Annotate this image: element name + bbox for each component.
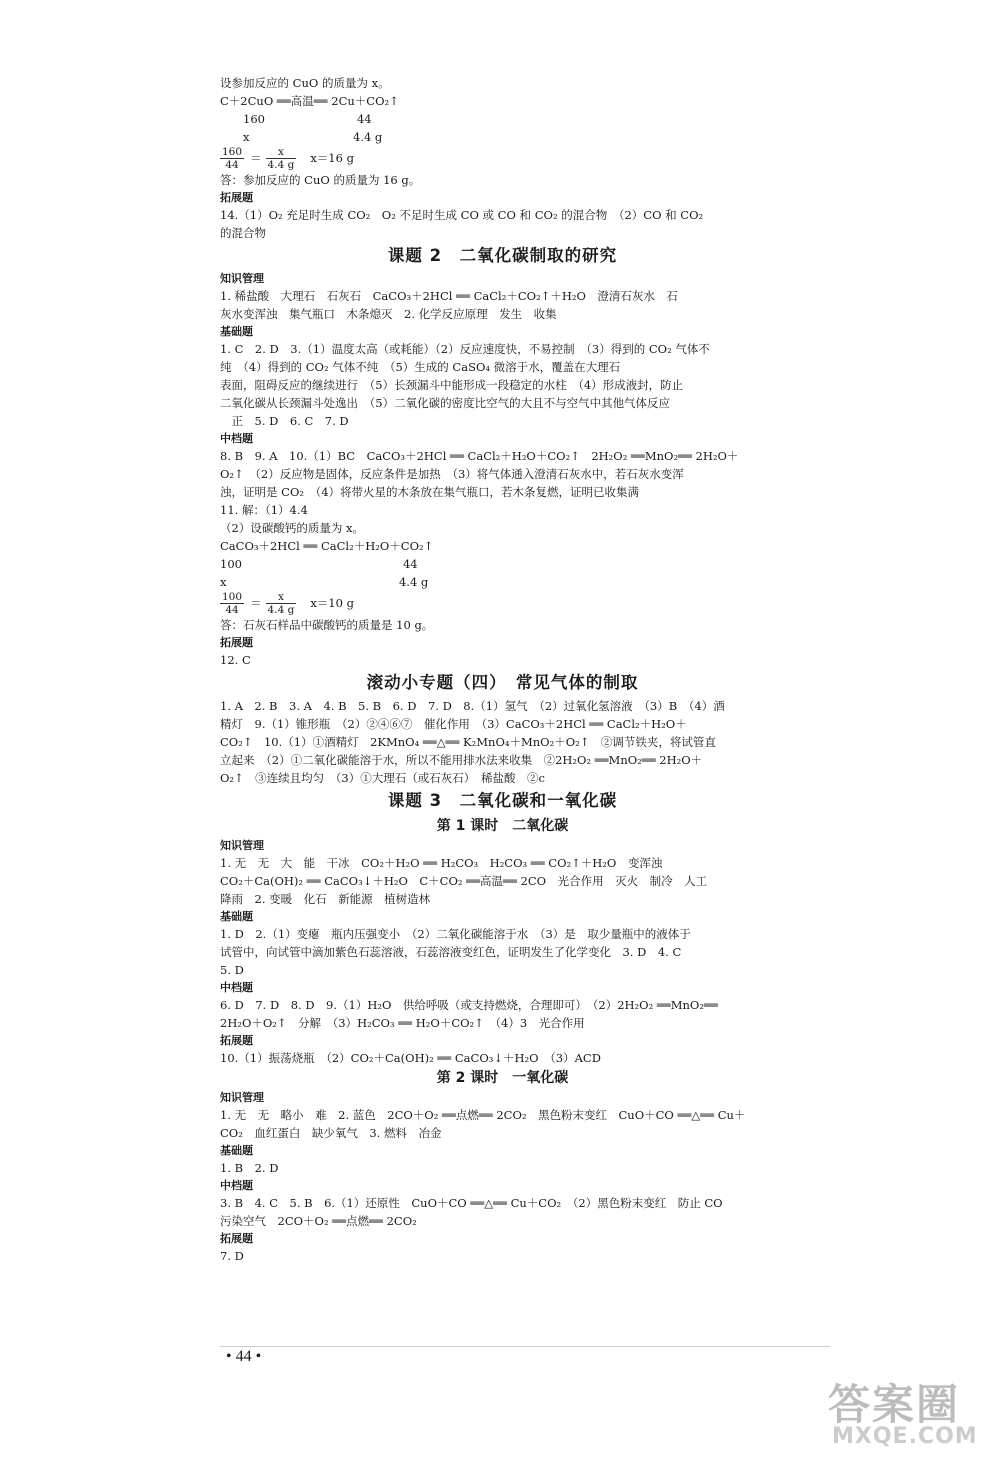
answer-line: O₂↑ （2）反应物是固体，反应条件是加热 （3）将气体通入澄清石灰水中，若石灰水变浑 bbox=[220, 467, 684, 481]
answer-line: 1. C 2. D 3.（1）温度太高（或耗能）（2）反应速度快，不易控制 （3）得到的 CO₂ 气体不 bbox=[220, 342, 710, 356]
logo-url: MXQE.COM bbox=[832, 1424, 978, 1449]
section-label: 基础题 bbox=[220, 910, 253, 923]
answer-line: CO₂ 血红蛋白 缺少氧气 3. 燃料 冶金 bbox=[220, 1126, 442, 1140]
fraction bbox=[266, 146, 297, 171]
answer-line: 二氧化碳从长颈漏斗处逸出 （5）二氧化碳的密度比空气的大且不与空气中其他气体反应 bbox=[220, 396, 671, 410]
fraction-equation: $\frac{100}{44}$ ＝ $\frac{x}{4.4 g}$ x＝10 g bbox=[222, 591, 354, 616]
answer-line: 的混合物 bbox=[220, 226, 266, 240]
section-label: 拓展题 bbox=[220, 191, 253, 204]
equation-result: x＝16 g bbox=[310, 150, 354, 165]
numerator: x bbox=[266, 146, 297, 159]
answer-line: 6. D 7. D 8. D 9.（1）H₂O 供给呼吸（或支持燃烧，合理即可） （2）2H₂O₂ ══MnO₂══ bbox=[220, 998, 718, 1012]
answer-line: CO₂↑ 10.（1）①酒精灯 2KMnO₄ ══△══ K₂MnO₄＋MnO₂＋O₂↑ ②调节铁夹，将试管直 bbox=[220, 735, 716, 749]
answer-line: 纯 （4）得到的 CO₂ 气体不纯 （5）生成的 CaSO₄ 微溶于水，覆盖在大理石 bbox=[220, 360, 621, 374]
subsection-heading: 第 1 课时 二氧化碳 bbox=[436, 818, 569, 834]
answer-line: 1. A 2. B 3. A 4. B 5. B 6. D 7. D 8.（1）氢气 （2）过氧化氢溶液 （3）B （4）酒 bbox=[220, 699, 725, 713]
answer-content bbox=[220, 74, 785, 1265]
answer-line: x 4.4 g bbox=[220, 130, 383, 144]
section-label: 知识管理 bbox=[220, 1091, 264, 1104]
numerator: 160 bbox=[222, 146, 243, 158]
denominator: 44 bbox=[225, 159, 239, 171]
fraction bbox=[266, 591, 297, 616]
denominator: 44 bbox=[225, 604, 239, 616]
section-label: 中档题 bbox=[220, 981, 253, 994]
answer-line: 10.（1）振荡烧瓶 （2）CO₂＋Ca(OH)₂ ══ CaCO₃↓＋H₂O （3）ACD bbox=[220, 1051, 601, 1065]
answer-line: 160 44 bbox=[220, 112, 372, 126]
answer-line: 表面，阻碍反应的继续进行 （5）长颈漏斗中能形成一段稳定的水柱 （4）形成液封，防止 bbox=[220, 378, 684, 392]
answer-line: 14.（1）O₂ 充足时生成 CO₂ O₂ 不足时生成 CO 或 CO 和 CO₂ 的混合物 （2）CO 和 CO₂ bbox=[220, 208, 704, 222]
section-label: 中档题 bbox=[220, 432, 253, 445]
denominator: 4.4 g bbox=[267, 159, 295, 171]
answer-line: 1. 无 无 大 能 干冰 CO₂＋H₂O ══ H₂CO₃ H₂CO₃ ══ CO₂↑＋H₂O 变浑浊 bbox=[220, 856, 663, 870]
subsection-heading: 第 2 课时 一氧化碳 bbox=[436, 1070, 569, 1086]
fraction bbox=[220, 591, 244, 616]
answer-line: CO₂＋Ca(OH)₂ ══ CaCO₃↓＋H₂O C＋CO₂ ══高温══ 2CO 光合作用 灭火 制冷 人工 bbox=[220, 874, 708, 888]
answer-line: 灰水变浑浊 集气瓶口 木条熄灭 2. 化学反应原理 发生 收集 bbox=[220, 307, 557, 321]
answer-line: 100 44 bbox=[220, 557, 418, 571]
watermark-logo bbox=[820, 1372, 990, 1452]
answer-line: 污染空气 2CO＋O₂ ══点燃══ 2CO₂ bbox=[220, 1214, 417, 1228]
fraction bbox=[220, 146, 244, 171]
numerator: 100 bbox=[222, 591, 243, 603]
answer-line: 11. 解：（1）4.4 bbox=[220, 503, 308, 517]
answer-line: 1. D 2.（1）变瘪 瓶内压强变小 （2）二氧化碳能溶于水 （3）是 取少量瓶中的液体于 bbox=[220, 927, 691, 941]
answer-line: 答：石灰石样品中碳酸钙的质量是 10 g。 bbox=[220, 618, 434, 632]
section-label: 拓展题 bbox=[220, 1232, 253, 1245]
section-label: 基础题 bbox=[220, 1144, 253, 1157]
answer-line: 12. C bbox=[220, 653, 251, 667]
equation-result: x＝10 g bbox=[310, 595, 354, 610]
section-heading: 滚动小专题（四） 常见气体的制取 bbox=[366, 673, 639, 692]
fraction-equation: $\frac{160}{44}$ ＝ $\frac{x}{4.4 g}$ x＝16 g bbox=[222, 146, 354, 171]
section-heading: 课题 3 二氧化碳和一氧化碳 bbox=[387, 791, 618, 810]
answer-line: 1. 无 无 略小 难 2. 蓝色 2CO＋O₂ ══点燃══ 2CO₂ 黑色粉末变红 CuO＋CO ══△══ Cu＋ bbox=[220, 1108, 746, 1122]
answer-line: 降雨 2. 变暖 化石 新能源 植树造林 bbox=[220, 892, 431, 906]
section-label: 拓展题 bbox=[220, 1034, 253, 1047]
numerator: x bbox=[266, 591, 297, 604]
answer-line: 7. D bbox=[220, 1249, 244, 1263]
section-label: 知识管理 bbox=[220, 272, 264, 285]
answer-line: 试管中，向试管中滴加紫色石蕊溶液，石蕊溶液变红色，证明发生了化学变化 3. D 4. C bbox=[220, 945, 682, 959]
answer-line: 浊，证明是 CO₂ （4）将带火星的木条放在集气瓶口，若木条复燃，证明已收集满 bbox=[220, 485, 640, 499]
answer-line: 精灯 9.（1）锥形瓶 （2）②④⑥⑦ 催化作用 （3）CaCO₃＋2HCl ══ CaCl₂＋H₂O＋ bbox=[220, 717, 687, 731]
answer-line: CaCO₃＋2HCl ══ CaCl₂＋H₂O＋CO₂↑ bbox=[220, 539, 434, 553]
answer-line: 1. B 2. D bbox=[220, 1161, 279, 1175]
section-label: 拓展题 bbox=[220, 636, 253, 649]
answer-line: O₂↑ ③连续且均匀 （3）①大理石（或石灰石） 稀盐酸 ②c bbox=[220, 771, 545, 785]
page-number: • 44 • bbox=[226, 1348, 262, 1365]
answer-line: （2）设碳酸钙的质量为 x。 bbox=[220, 521, 364, 535]
answer-line: 立起来 （2）①二氧化碳能溶于水，所以不能用排水法来收集 ②2H₂O₂ ══MnO₂══ 2H₂O＋ bbox=[220, 753, 703, 767]
denominator: 4.4 g bbox=[267, 604, 295, 616]
answer-line: 答：参加反应的 CuO 的质量为 16 g。 bbox=[220, 173, 421, 187]
section-label: 知识管理 bbox=[220, 839, 264, 852]
answer-line: x 4.4 g bbox=[220, 575, 429, 589]
footer-divider bbox=[220, 1346, 830, 1347]
answer-line: 8. B 9. A 10.（1）BC CaCO₃＋2HCl ══ CaCl₂＋H₂O＋CO₂↑ 2H₂O₂ ══MnO₂══ 2H₂O＋ bbox=[220, 449, 739, 463]
answer-line: 2H₂O＋O₂↑ 分解 （3）H₂CO₃ ══ H₂O＋CO₂↑ （4）3 光合作用 bbox=[220, 1016, 585, 1030]
section-label: 中档题 bbox=[220, 1179, 253, 1192]
logo-text: 答案圈 bbox=[828, 1380, 961, 1429]
answer-line: 正 5. D 6. C 7. D bbox=[220, 414, 349, 428]
answer-line: 5. D bbox=[220, 963, 244, 977]
answer-line: 设参加反应的 CuO 的质量为 x。 bbox=[220, 76, 390, 90]
section-label: 基础题 bbox=[220, 325, 253, 338]
answer-line: 1. 稀盐酸 大理石 石灰石 CaCO₃＋2HCl ══ CaCl₂＋CO₂↑＋H₂O 澄清石灰水 石 bbox=[220, 289, 678, 303]
answer-line: 3. B 4. C 5. B 6.（1）还原性 CuO＋CO ══△══ Cu＋CO₂ （2）黑色粉末变红 防止 CO bbox=[220, 1196, 723, 1210]
section-heading: 课题 2 二氧化碳制取的研究 bbox=[387, 246, 618, 265]
answer-line: C＋2CuO ══高温══ 2Cu＋CO₂↑ bbox=[220, 94, 399, 108]
